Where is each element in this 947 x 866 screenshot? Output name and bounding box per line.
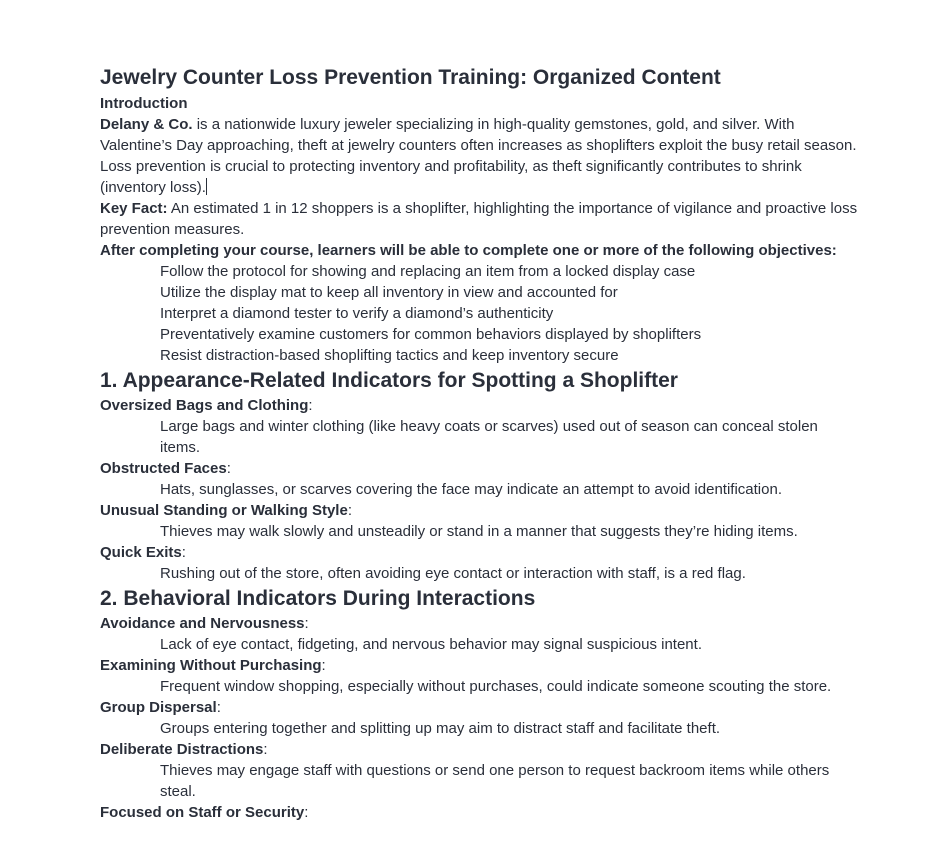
objectives-list <box>100 261 860 366</box>
indicator-label <box>100 697 860 718</box>
indicator-description: Groups entering together and splitting up may aim to distract staff and facilitate theft. <box>160 720 721 737</box>
indicator-name: Focused on Staff or Security <box>100 804 305 821</box>
indicator-name: Group Dispersal <box>100 699 217 716</box>
objective-item: Utilize the display mat to keep all inventory in view and accounted for <box>160 284 618 301</box>
label-colon: : <box>181 544 186 561</box>
indicator-description: Rushing out of the store, often avoiding eye contact or interaction with staff, is a red flag. <box>160 565 746 582</box>
key-fact-paragraph <box>100 198 860 240</box>
indicator-label <box>100 655 860 676</box>
indicator-name: Examining Without Purchasing <box>100 657 322 674</box>
indicator-description: Hats, sunglasses, or scarves covering the face may indicate an attempt to avoid identification. <box>160 481 782 498</box>
objective-item: Interpret a diamond tester to verify a diamond’s authenticity <box>160 305 554 322</box>
indicator-description: Thieves may walk slowly and unsteadily or stand in a manner that suggests they’re hiding items. <box>160 523 798 540</box>
indicator-name: Unusual Standing or Walking Style <box>100 502 348 519</box>
indicator-name: Obstructed Faces <box>100 460 227 477</box>
indicator-description: Thieves may engage staff with questions or send one person to request backroom items while others steal. <box>160 762 830 800</box>
label-colon: : <box>226 460 231 477</box>
objective-item: Preventatively examine customers for common behaviors displayed by shoplifters <box>160 326 702 343</box>
indicator-name: Quick Exits <box>100 544 182 561</box>
indicator-label <box>100 500 860 521</box>
section2-items <box>100 613 860 823</box>
objective-item: Follow the protocol for showing and replacing an item from a locked display case <box>160 263 696 280</box>
label-colon: : <box>304 615 309 632</box>
label-colon: : <box>347 502 352 519</box>
label-colon: : <box>304 804 309 821</box>
key-fact-text: An estimated 1 in 12 shoppers is a shoplifter, highlighting the importance of vigilance and proactive loss prevention measures. <box>100 200 858 238</box>
label-colon: : <box>321 657 326 674</box>
document-title: Jewelry Counter Loss Prevention Training: Organized Content <box>100 66 721 89</box>
indicator-label <box>100 739 860 760</box>
intro-heading: Introduction <box>100 95 188 112</box>
indicator-label <box>100 613 860 634</box>
key-fact-label: Key Fact: <box>100 200 168 217</box>
section2-heading: 2. Behavioral Indicators During Interactions <box>100 587 536 610</box>
indicator-label <box>100 458 860 479</box>
section1-items <box>100 395 860 584</box>
text-cursor <box>206 178 207 195</box>
label-colon: : <box>308 397 313 414</box>
company-name: Delany & Co. <box>100 116 193 133</box>
objectives-heading: After completing your course, learners will be able to complete one or more of the following objectives: <box>100 242 837 259</box>
indicator-label <box>100 395 860 416</box>
indicator-name: Avoidance and Nervousness <box>100 615 305 632</box>
indicator-label <box>100 802 860 823</box>
objective-item: Resist distraction-based shoplifting tactics and keep inventory secure <box>160 347 619 364</box>
intro-paragraph[interactable] <box>100 114 860 198</box>
indicator-name: Deliberate Distractions <box>100 741 264 758</box>
label-colon: : <box>216 699 221 716</box>
indicator-description: Lack of eye contact, fidgeting, and nervous behavior may signal suspicious intent. <box>160 636 702 653</box>
indicator-description: Large bags and winter clothing (like heavy coats or scarves) used out of season can conceal stolen items. <box>160 418 818 456</box>
section1-heading: 1. Appearance-Related Indicators for Spotting a Shoplifter <box>100 369 678 392</box>
document-page[interactable] <box>100 64 860 823</box>
intro-body: is a nationwide luxury jeweler specializing in high-quality gemstones, gold, and silver. With Valentine’s Day approaching, theft at jewelry counters often increases as shoplifters exploit the busy retail season. Loss prevention is crucial to protecting inventory and profitability, as theft significantly contributes to shrink (inventory loss). <box>100 116 857 196</box>
indicator-name: Oversized Bags and Clothing <box>100 397 309 414</box>
indicator-description: Frequent window shopping, especially without purchases, could indicate someone scouting the store. <box>160 678 832 695</box>
label-colon: : <box>263 741 268 758</box>
indicator-label <box>100 542 860 563</box>
